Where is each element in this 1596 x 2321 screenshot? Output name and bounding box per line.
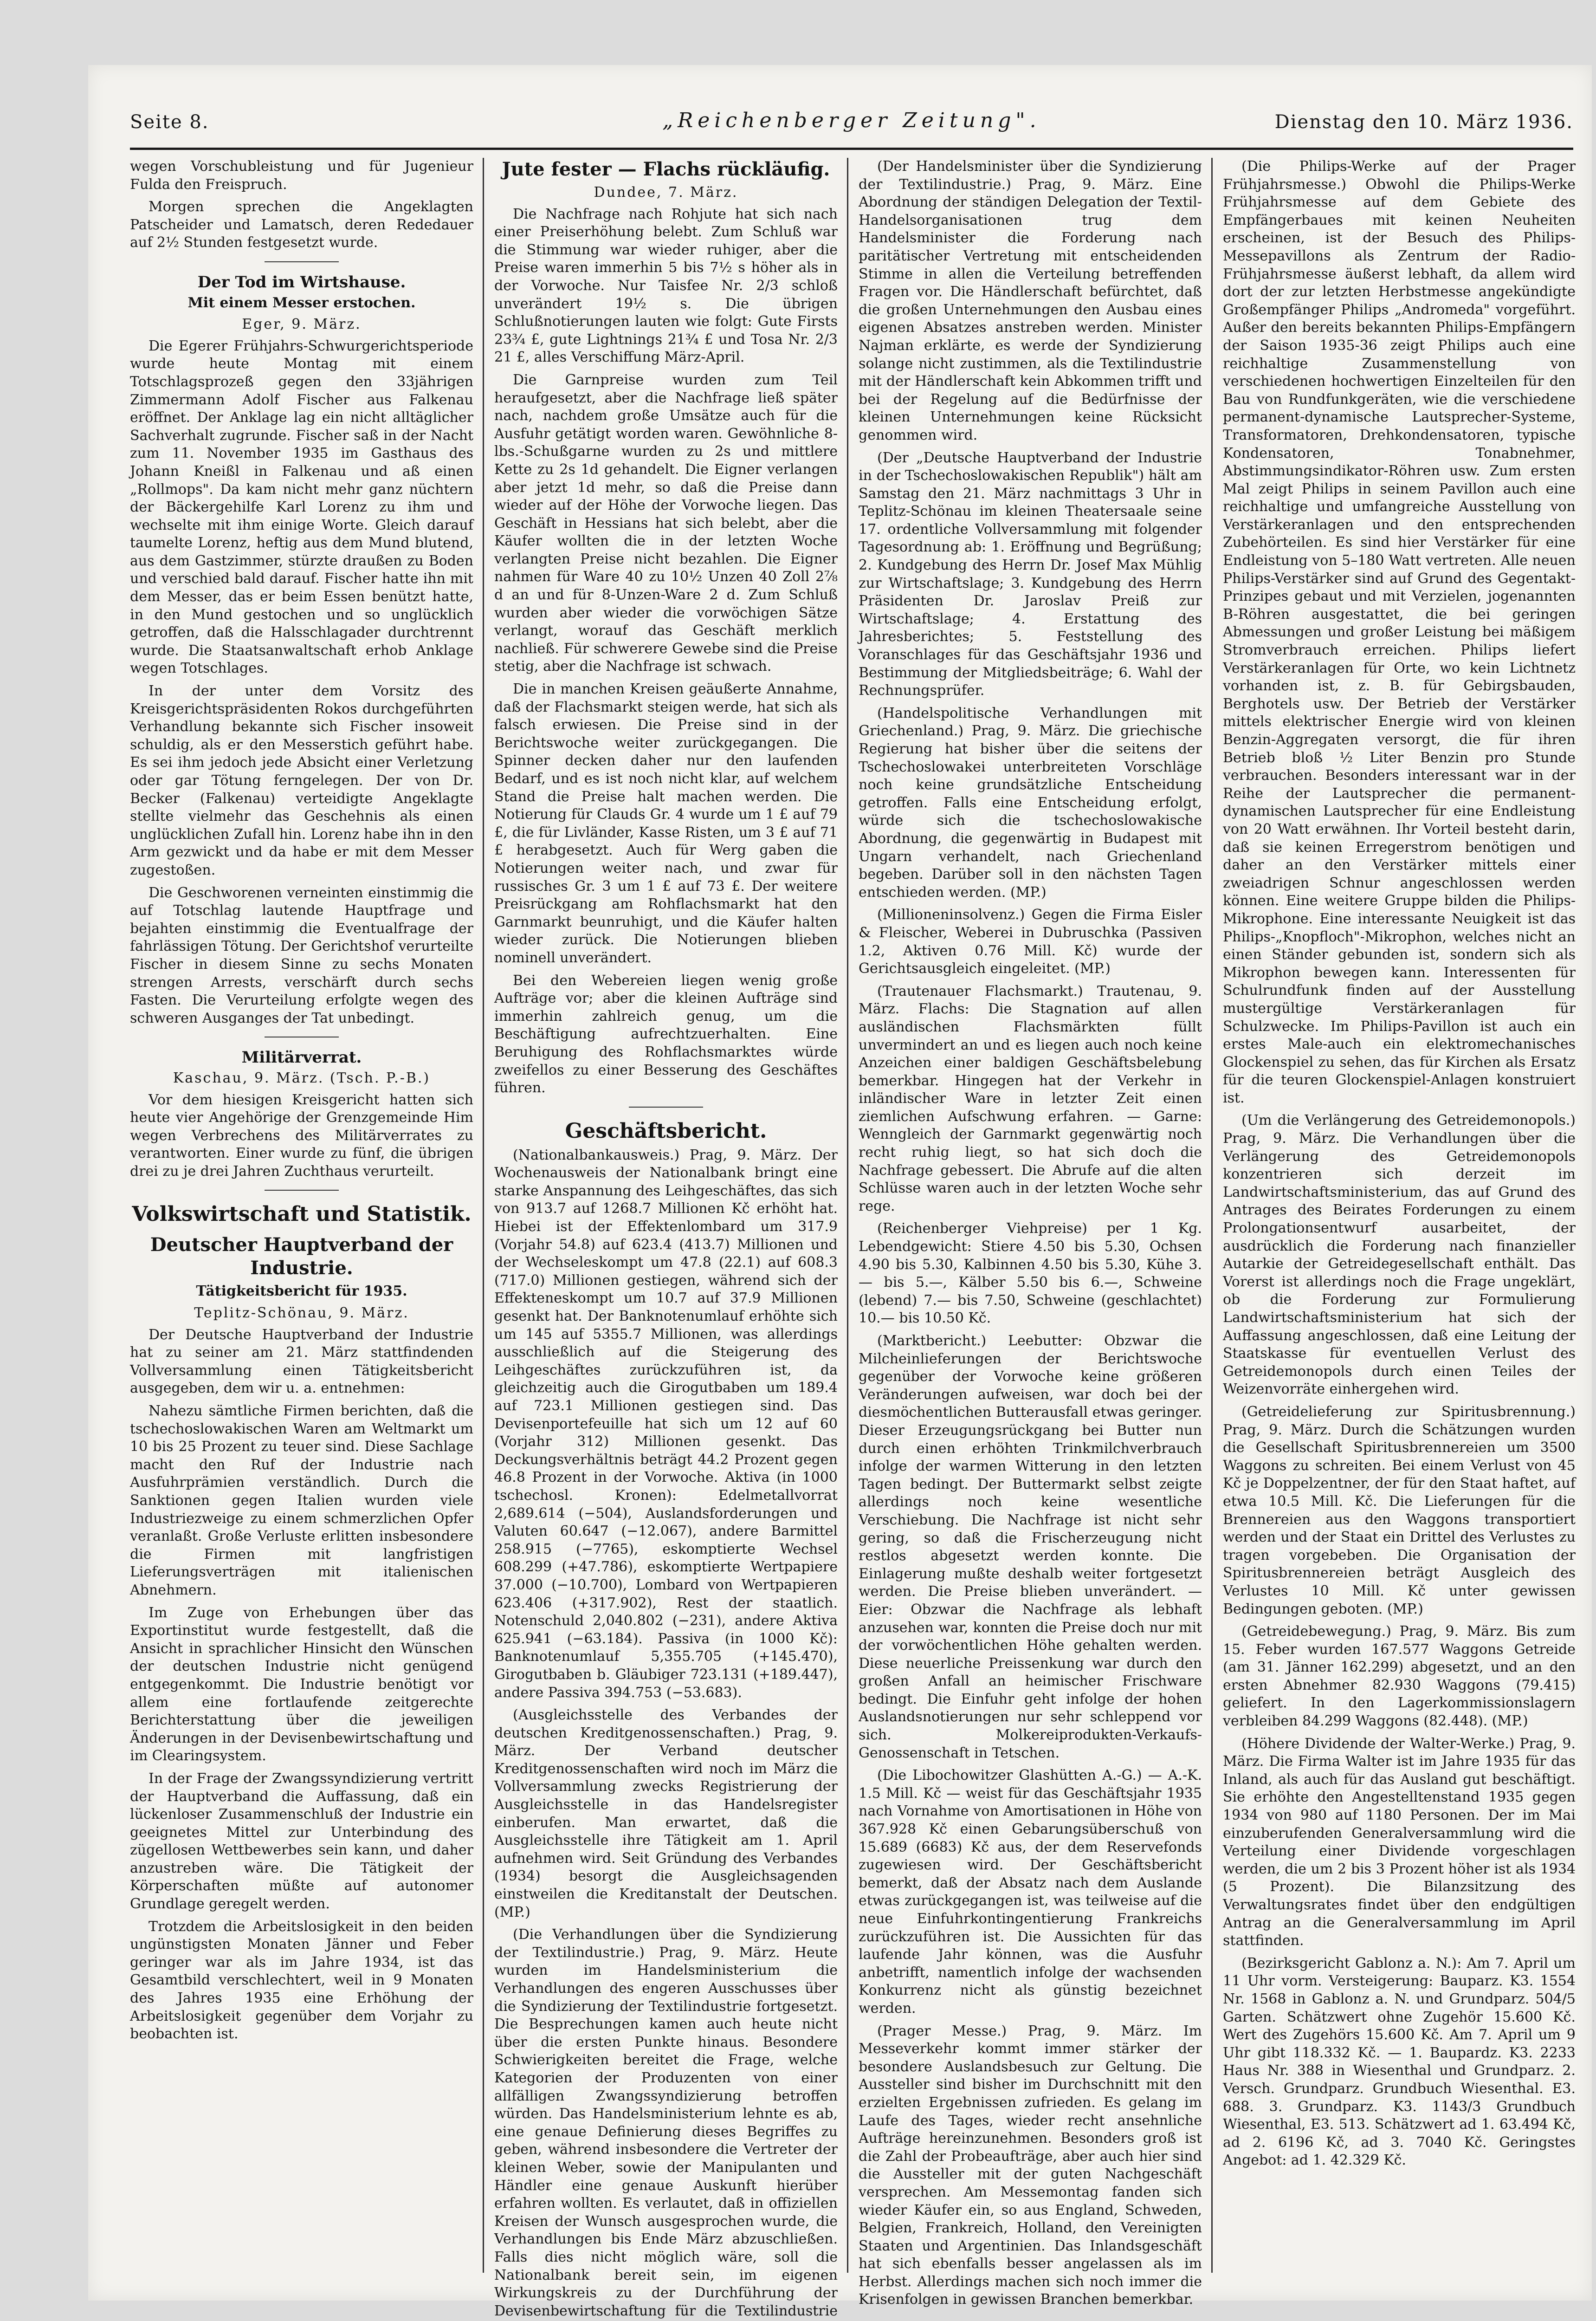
- divider: [265, 261, 339, 262]
- paragraph: (Trautenauer Flachsmarkt.) Trautenau, 9. März. Flachs: Die Stagnation auf allen ausländischen Flachsmärkten füllt unvermindert an und es liegen auch noch keine Anzeichen einer baldigen Geschäftsbelebung bemerkbar. Hingegen hat der Verkehr in inländischer Ware in letzter Zeit einen ziemlichen Aufschwung erfahren. — Garne: Wenngleich der Garnmarkt gegenwärtig noch recht ruhig liegt, so hat sich doch die Nachfrage gebessert. Die Abrufe auf die alten Schlüsse waren auch in der letzten Woche sehr rege.: [859, 983, 1202, 1214]
- header-rule: [130, 148, 1573, 150]
- newspaper-title: „Reichenberger Zeitung".: [662, 109, 1041, 132]
- column-separator: [483, 158, 484, 2273]
- paragraph: Nahezu sämtliche Firmen berichten, daß die tschechoslowakischen Waren am Weltmarkt um 10 bis 25 Prozent zu teuer sind. Diese Sachlage macht den Ruf der Industrie nach Ausfuhrprämien verständlich. Durch die Sanktionen gegen Italien wurden viele Industriezweige zu einem schmerzlichen Opfer veranlaßt. Große Verluste erlitten insbesondere die Firmen mit langfristigen Lieferungsverträgen mit italienischen Abnehmern.: [130, 1403, 473, 1598]
- paragraph: Der Deutsche Hauptverband der Industrie hat zu seiner am 21. März stattfindenden Vollversammlung einen Tätigkeitsbericht ausgegeben, dem wir u. a. entnehmen:: [130, 1326, 473, 1397]
- paragraph: (Die Libochowitzer Glashütten A.-G.) — A.-K. 1.5 Mill. Kč — weist für das Geschäftsjahr 1935 nach Vornahme von Amortisationen in Höhe von 367.928 Kč einen Gebarungsüberschuß von 15.689 (6683) Kč aus, der dem Reservefonds zugewiesen wird. Der Geschäftsbericht bemerkt, daß der Absatz nach dem Auslande etwas zurückgegangen ist, was teilweise auf die neue Einfuhrkontingentierung Frankreichs zurückzuführen ist. Die Aussichten für das laufende Jahr können, was die Ausfuhr anbetrifft, namentlich infolge der wachsenden Konkurrenz nicht als günstig bezeichnet werden.: [859, 1767, 1202, 2016]
- paragraph: Vor dem hiesigen Kreisgericht hatten sich heute vier Angehörige der Grenzgemeinde Him wegen Verbrechens des Militärverrates zu verantworten. Einer wurde zu fünf, die übrigen drei zu je drei Jahren Zuchthaus verurteilt.: [130, 1091, 473, 1180]
- paragraph: Bei den Webereien liegen wenig große Aufträge vor; aber die kleinen Aufträge sind immerhin zahlreich genug, um die Beschäftigung aufrechtzuerhalten. Eine Beruhigung des Rohflachsmarktes würde zweifellos zu einer Besserung des Geschäftes führen.: [494, 972, 838, 1096]
- page-number: Seite 8.: [130, 111, 209, 133]
- article-heading: Militärverrat.: [241, 1048, 362, 1067]
- paragraph: wegen Vorschubleistung und für Jugenieur Fulda den Freispruch.: [130, 158, 473, 193]
- column-separator: [847, 158, 848, 2273]
- paragraph: Trotzdem die Arbeitslosigkeit in den beiden ungünstigsten Monaten Jänner und Feber geringer war als im Jahre 1934, ist das Gesamtbild verschlechtert, weil in 9 Monaten des Jahres 1935 eine Erhöhung der Arbeitslosigkeit gegenüber dem Vorjahr zu beobachten ist.: [130, 1918, 473, 2042]
- paragraph: Im Zuge von Erhebungen über das Exportinstitut wurde festgestellt, daß die Ansicht in sprachlicher Hinsicht den Wünschen der deutschen Industrie nicht genügend entgegenkommt. Die Industrie benötigt vor allem eine fortlaufende zeitgerechte Berichterstattung über die jeweiligen Änderungen in der Devisenbewirtschaftung und im Clearingsystem.: [130, 1604, 473, 1764]
- paragraph: (Die Verhandlungen über die Syndizierung der Textilindustrie.) Prag, 9. März. Heute wurden im Handelsministerium die Verhandlungen des engeren Ausschusses über die Syndizierung der Textilindustrie fortgesetzt. Die Besprechungen kamen auch heute nicht über die ersten Punkte hinaus. Besondere Schwierigkeiten bereitet die Frage, welche Kategorien der Produzenten von einer allfälligen Zwangssyndizierung betroffen würden. Das Handelsministerium lehnte es ab, eine genaue Definierung dieses Begriffes zu geben, während insbesondere die Vertreter der kleinen Weber, sowie der Manipulanten und Händler eine genaue Auskunft hierüber erfahren wollten. Es verlautet, daß in offiziellen Kreisen der Wunsch ausgesprochen wurde, die Verhandlungen bis Ende März abzuschließen. Falls dies nicht möglich wäre, soll die Nationalbank bereit sein, im eigenen Wirkungskreis zu der Durchführung der Devisenbewirtschaftung für die Textilindustrie: [494, 1926, 838, 2319]
- divider: [629, 1107, 703, 1108]
- section-heading: Volkswirtschaft und Statistik.: [132, 1202, 472, 1226]
- column-3: [859, 158, 1202, 2308]
- paragraph: Morgen sprechen die Angeklagten Patscheider und Lamatsch, deren Rededauer auf 2½ Stunden festgesetzt wurde.: [130, 199, 473, 251]
- paragraph: (Der „Deutsche Hauptverband der Industrie in der Tschechoslowakischen Republik") hält am Samstag den 21. März nachmittags 3 Uhr in Teplitz-Schönau im kleinen Theatersaale seine 17. ordentliche Vollversammlung mit folgender Tagesordnung ab: 1. Eröffnung und Begrüßung; 2. Kundgebung des Herrn Dr. Josef Max Mühlig zur Wirtschaftslage; 3. Kundgebung des Herrn Präsidenten Dr. Jaroslav Preiß zur Wirtschaftslage; 4. Erstattung des Jahresberichtes; 5. Feststellung des Voranschlages für das Geschäftsjahr 1936 und Bestimmung der Mitgliedsbeiträge; 6. Wahl der Rechnungsprüfer.: [859, 449, 1202, 699]
- paragraph: In der unter dem Vorsitz des Kreisgerichtspräsidenten Rokos durchgeführten Verhandlung bekannte sich Fischer insoweit schuldig, als er den Messerstich geführt habe. Es sei ihm jedoch jede Absicht einer Verletzung oder gar Tötung ferngelegen. Der von Dr. Becker (Falkenau) verteidigte Angeklagte stellte vielmehr das Geschehnis als einen unglücklichen Zufall hin. Lorenz habe ihn in den Arm gezwickt und da habe er mit dem Messer zugestoßen.: [130, 683, 473, 878]
- paragraph: Die Garnpreise wurden zum Teil heraufgesetzt, aber die Nachfrage ließ später nach, nachdem große Umsätze auch für die Ausfuhr getätigt worden waren. Gewöhnliche 8-lbs.-Schußgarne wurden zu 2s und mittlere Kette zu 2s 1d gehandelt. Die Eigner verlangen aber jetzt 1d mehr, so daß die Preise dann wieder auf der Höhe der Vorwoche liegen. Das Geschäft in Hessians hat sich belebt, aber die Käufer wollten die in der letzten Woche verlangten Preise nicht bezahlen. Die Eigner nahmen für Ware 40 zu 10½ Unzen 40 Zoll 2⅞ d an und für 8-Unzen-Ware 2 d. Zum Schluß wurden aber wieder die vorwöchigen Sätze verlangt, worauf das Geschäft merklich nachließ. Für schwerere Gewebe sind die Preise stetig, aber die Nachfrage ist schwach.: [494, 371, 838, 675]
- column-4: [1223, 158, 1576, 2273]
- article-heading: Der Tod im Wirtshause.: [197, 272, 406, 292]
- newspaper-page: [88, 65, 1592, 2319]
- article-subheading: Mit einem Messer erstochen.: [187, 294, 416, 311]
- paragraph: (Prager Messe.) Prag, 9. März. Im Messeverkehr kommt immer stärker der besondere Auslandsbesuch zur Geltung. Die Aussteller sind bisher im Durchschnitt mit den erzielten Ergebnissen zufrieden. Es gelang im Laufe des Tages, wieder recht ansehnliche Aufträge hereinzunehmen. Besonders groß ist die Zahl der Probeaufträge, aber auch hier sind die Aussteller mit der guten Nachgeschäft versprechen. Am Messemontag fanden sich wieder Käufer ein, so aus England, Schweden, Belgien, Frankreich, Holland, den Vereinigten Staaten und Argentinien. Das Inlandsgeschäft hat sich ebenfalls besser angelassen als im Herbst. Allerdings machen sich noch immer die Krisenfolgen in gewissen Branchen bemerkbar.: [859, 2023, 1202, 2308]
- paragraph: (Handelspolitische Verhandlungen mit Griechenland.) Prag, 9. März. Die griechische Regierung hat bisher über die seitens der Tschechoslowakei unterbreiteten Vorschläge noch keine grundsätzliche Entscheidung getroffen. Falls eine Entscheidung erfolgt, würde sich die tschechoslowakische Abordnung, die gegenwärtig in Budapest mit Ungarn verhandelt, nach Griechenland begeben. Darüber soll in den nächsten Tagen entschieden werden. (MP.): [859, 705, 1202, 901]
- paragraph: Die Egerer Frühjahrs-Schwurgerichtsperiode wurde heute Montag mit einem Totschlagsprozeß gegen den 33jährigen Zimmermann Adolf Fischer aus Falkenau eröffnet. Der Anklage lag ein nicht alltäglicher Sachverhalt zugrunde. Fischer saß in der Nacht zum 11. November 1935 im Gasthaus des Johann Kneißl in Falkenau und aß einen „Rollmops". Da kam nicht mehr ganz nüchtern der Bäckergehilfe Karl Lorenz zu ihm und wechselte mit ihm einige Worte. Gleich darauf taumelte Lorenz, heftig aus dem Mund blutend, aus dem Gastzimmer, stürzte draußen zu Boden und verschied bald darauf. Fischer hatte ihn mit dem Messer, das er beim Essen benützt hatte, in den Mund gestochen und so unglücklich getroffen, daß die Halsschlagader durchtrennt wurde. Die Staatsanwaltschaft erhob Anklage wegen Totschlages.: [130, 337, 473, 677]
- dateline: Dundee, 7. März.: [594, 184, 738, 201]
- article-subheading: Tätigkeitsbericht für 1935.: [196, 1283, 407, 1300]
- divider: [265, 1190, 339, 1191]
- paragraph: Die in manchen Kreisen geäußerte Annahme, daß der Flachsmarkt steigen werde, hat sich als falsch erwiesen. Die Preise sind in der Berichtswoche weiter zurückgegangen. Die Spinner decken daher nur den laufenden Bedarf, und es ist noch nicht klar, auf welchem Stand die Preise halt machen werden. Die Notierung für Clauds Gr. 4 wurde um 1 £ auf 79 £, die für Livländer, Kasse Risten, um 3 £ auf 71 £ herabgesetzt. Auch für Werg gaben die Notierungen weiter nach, und zwar für russisches Gr. 3 um 1 £ auf 73 £. Der weitere Preisrückgang am Rohflachsmarkt hat den Garnmarkt beunruhigt, und die Käufer halten wieder zurück. Die Notierungen blieben nominell unverändert.: [494, 681, 838, 966]
- paragraph: (Marktbericht.) Leebutter: Obzwar die Milcheinlieferungen der Berichtswoche gegenüber der Vorwoche keine größeren Veränderungen aufweisen, war doch bei der diesmöchentlichen Butterausfall etwas geringer. Dieser Erzeugungsrückgang bei Butter nun durch einen erhöhten Trinkmilchverbrauch infolge der warmen Witterung in den letzten Tagen bedingt. Der Buttermarkt selbst zeigte allerdings noch keine wesentliche Verschiebung. Die Nachfrage ist nicht sehr gering, so daß die Frischerzeugung nicht restlos abgesetzt werden konnte. Die Einlagerung mußte deshalb weiter fortgesetzt werden. Die Preise blieben unverändert. — Eier: Obzwar die Nachfrage als lebhaft anzusehen war, konnten die Preise doch nur mit der vorwöchentlichen Höhe gehalten werden. Diese neuerliche Preissenkung war durch den großen Anfall an heimischer Frischware bedingt. Die Einfuhr geht infolge der hohen Auslandsnotierungen nur sehr schleppend vor sich. Molkereiprodukten-Verkaufs-Genossenschaft in Tetschen.: [859, 1333, 1202, 1761]
- paragraph: In der Frage der Zwangssyndizierung vertritt der Hauptverband die Auffassung, daß ein lückenloser Zusammenschluß der Industrie ein geeignetes Mittel zur Unterbindung des zügellosen Wettbewerbes sein kann, und daher anzustreben wäre. Die Tätigkeit der Körperschaften müßte auf autonomer Grundlage geregelt werden.: [130, 1770, 473, 1913]
- paragraph: (Höhere Dividende der Walter-Werke.) Prag, 9. März. Die Firma Walter ist im Jahre 1935 für das Inland, als auch für das Ausland gut beschäftigt. Sie erhöhte den Angestelltenstand 1935 gegen 1934 von 980 auf 1180 Personen. Der im Mai einzuberufenden Generalversammlung wird die Verteilung einer Dividende vorgeschlagen werden, die um 2 bis 3 Prozent höher ist als 1934 (5 Prozent). Die Bilanzsitzung des Verwaltungsrates findet über den endgültigen Antrag an die Generalversammlung im April stattfinden.: [1223, 1735, 1576, 1949]
- paragraph: Die Geschworenen verneinten einstimmig die auf Totschlag lautende Hauptfrage und bejahten einstimmig die Eventualfrage der fahrlässigen Tötung. Der Gerichtshof verurteilte Fischer in diesem Sinne zu sechs Monaten strengen Arrests, verschärft durch sechs Fasten. Die Verurteilung erfolgte wegen des schweren Ausganges der Tat unbedingt.: [130, 884, 473, 1026]
- dateline: Teplitz-Schönau, 9. März.: [194, 1305, 409, 1322]
- article-heading: Jute fester — Flachs rückläufig.: [502, 158, 830, 180]
- paragraph: (Die Philips-Werke auf der Prager Frühjahrsmesse.) Obwohl die Philips-Werke Frühjahrsmesse auf dem Gebiete des Empfängerbaues mit keinen Neuheiten erscheinen, ist der Besuch des Philips-Messepavillons als Zentrum der Radio-Frühjahrsmesse äußerst lebhaft, da allem wird dort der zur letzten Herbstmesse angekündigte Großempfänger Philips „Andromeda" vorgeführt. Außer den bereits bekannten Philips-Empfängern der Saison 1935-36 zeigt Philips auch eine reichhaltige Zusammenstellung von verschiedenen hochwertigen Einzelteilen für den Bau von Rundfunkgeräten, wie die verschiedene permanent-dynamische Lautsprecher-Systeme, Transformatoren, Drehkondensatoren, typische Kondensatoren, Tonabnehmer, Abstimmungsindikator-Röhren usw. Zum ersten Mal zeigt Philips in seinem Pavillon auch eine reichhaltige und umfangreiche Ausstellung von Verstärkeranlagen und den entsprechenden Zubehörteilen. Es sind hier Verstärker für eine Endleistung von 5–180 Watt vertreten. Alle neuen Philips-Verstärker sind auf Grund des Gegentakt-Prinzipes gebaut und mit Verzielen, jogenannten B-Röhren ausgestattet, die bei geringen Abmessungen und großer Leistung bei mäßigem Stromverbrauch erreichen. Philips liefert Verstärkeranlagen für Orte, wo kein Lichtnetz vorhanden ist, z. B. für Gebirgsbauden, Berghotels usw. Der Betrieb der Verstärker mittels elektrischer Energie wird von kleinen Benzin-Aggregaten versorgt, die für ihren Betrieb bloß ½ Liter Benzin pro Stunde verbrauchen. Besonders interessant war in der Reihe der Lautsprecher die permanent-dynamischen Lautsprecher für eine Endleistung von 20 Watt erwähnen. Ihr Vorteil besteht darin, daß sie keinen Erregerstrom benötigen und daher an den Verstärker mittels einer zweiadrigen Schnur angeschlossen werden können. Eine weitere Gruppe bilden die Philips-Mikrophone. Eine interessante Neuigkeit ist das Philips-„Knopfloch"-Mikrophon, welches nicht an einen Ständer gebunden ist, sondern sich als Mikrophon bewegen kann. Interessenten für Schulrundfunk finden auf der Ausstellung mustergültige Verstärkeranlagen für Schulzwecke. Im Philips-Pavillon ist auch ein erstes Male-auch ein elektromechanisches Glockenspiel zu sehen, das für Kirchen als Ersatz für die teuren Glockenspiel-Anlagen konstruiert ist.: [1223, 158, 1576, 1106]
- column-2: [494, 158, 838, 2319]
- paragraph: Die Nachfrage nach Rohjute hat sich nach einer Preiserhöhung belebt. Zum Schluß war die Stimmung war wieder ruhiger, aber die Preise waren immerhin 5 bis 7½ s höher als in der Vorwoche. Nur Taisfee Nr. 2/3 schloß unverändert 19½ s. Die übrigen Schlußnotierungen lauten wie folgt: Gute Firsts 23¾ £, gute Lightnings 21¾ £ und Tosa Nr. 2/3 21 £, alles Verschiffung März-April.: [494, 206, 838, 366]
- column-separator: [1211, 158, 1213, 2273]
- paragraph: (Getreidebewegung.) Prag, 9. März. Bis zum 15. Feber wurden 167.577 Waggons Getreide (am 31. Jänner 162.299) abgesetzt, und an den ersten Abnehmer 82.930 Waggons (79.415) geliefert. In den Lagerkommissionslagern verbleiben 84.299 Waggons (82.448). (MP.): [1223, 1623, 1576, 1730]
- paragraph: (Um die Verlängerung des Getreidemonopols.) Prag, 9. März. Die Verhandlungen über die Verlängerung des Getreidemonopols konzentrieren sich derzeit im Landwirtschaftsministerium, das auf Grund des Antrages des Beirates Forderungen zu einem Prolongationsentwurf ausarbeitet, der ausdrücklich die Forderung nach finanzieller Autarkie der Getreidegesellschaft enthält. Das Vorerst ist allerdings noch die Frage ungeklärt, ob die Forderung zur Formulierung Landwirtschaftsministerium hat sich der Auffassung angeschlossen, daß eine Leitung der Staatskasse für eventuellen Verlust des Getreidemonopols durch einen Teiles der Weizenvorräte einhergehen wird.: [1223, 1112, 1576, 1398]
- paragraph: (Der Handelsminister über die Syndizierung der Textilindustrie.) Prag, 9. März. Eine Abordnung der ständigen Delegation der Textil-Handelsorganisationen trug dem Handelsminister die Forderung nach paritätischer Vertretung mit entscheidenden Stimme in allen die Verteilung betreffenden Fragen vor. Die Händlerschaft befürchtet, daß die großen Unternehmungen den Ausbau eines eigenen Absatzes anstreben werden. Minister Najman erklärte, es werde der Syndizierung solange nicht zustimmen, als die Textilindustrie mit der Händlerschaft kein Abkommen trifft und bei der Regelung auf die Bedürfnisse der kleinen Unternehmungen keine Rücksicht genommen wird.: [859, 158, 1202, 443]
- paragraph: (Getreidelieferung zur Spiritusbrennung.) Prag, 9. März. Durch die Schätzungen wurden die Gesellschaft Spiritusbrennereien um 3500 Waggons zu schreiten. Bei einem Verlust von 45 Kč je Doppelzentner, der für den Staat haftet, auf etwa 10.5 Mill. Kč. Die Lieferungen für die Brennereien aus den Waggons transportiert werden und der Staat ein Drittel des Verlustes zu tragen vorgebeben. Die Organisation der Spiritusbrennereien beträgt Ausgleich des Verlustes 10 Mill. Kč unter gewissen Bedingungen geboten. (MP.): [1223, 1403, 1576, 1617]
- column-1: [130, 158, 473, 2273]
- paragraph: (Ausgleichsstelle des Verbandes der deutschen Kreditgenossenschaften.) Prag, 9. März. Der Verband deutscher Kreditgenossenschaften wird noch im März die Vollversammlung zwecks Registrierung der Ausgleichsstelle in das Handelsregister einberufen. Man erwartet, daß die Ausgleichsstelle ihre Tätigkeit am 1. April aufnehmen wird. Seit Gründung des Verbandes (1934) besorgt die Ausgleichsagenden einstweilen die Kreditanstalt der Deutschen. (MP.): [494, 1707, 838, 1920]
- dateline: Kaschau, 9. März. (Tsch. P.-B.): [173, 1070, 431, 1086]
- paragraph: (Nationalbankausweis.) Prag, 9. März. Der Wochenausweis der Nationalbank bringt eine starke Anspannung des Leihgeschäftes, das sich von 913.7 auf 1268.7 Millionen Kč erhöht hat. Hiebei ist der Effektenlombard um 317.9 (Vorjahr 54.8) auf 623.4 (413.7) Millionen und der Wechseleskompt um 47.8 (22.1) auf 608.3 (717.0) Millionen gestiegen, während sich der Effekteneskompt um 10.7 auf 37.9 Millionen gesenkt hat. Der Banknotenumlauf erhöhte sich um 145 auf 5355.7 Millionen, was allerdings ausschließlich auf die Steigerung des Leihgeschäftes zurückzuführen ist, da gleichzeitig auch die Girogutbaben um 189.4 auf 723.1 Millionen gestiegen sind. Das Devisenportefeuille hat sich um 12 auf 60 (Vorjahr 312) Millionen gesenkt. Das Deckungsverhältnis beträgt 44.2 Prozent gegen 46.8 Prozent in der Vorwoche. Aktiva (in 1000 tschechosl. Kronen): Edelmetallvorrat 2,689.614 (−504), Auslandsforderungen und Valuten 60.647 (−12.067), andere Barmittel 258.915 (−7765), eskomptierte Wechsel 608.299 (+47.786), eskomptierte Wertpapiere 37.000 (−10.700), Lombard von Wertpapieren 623.406 (+317.902), Rest der staatlich. Notenschuld 2,040.802 (−231), andere Aktiva 625.941 (−63.184). Passiva (in 1000 Kč): Banknotenumlauf 5,355.705 (+145.470), Girogutbaben b. Gläubiger 723.131 (+189.447), andere Passiva 394.753 (−53.683).: [494, 1147, 838, 1701]
- paragraph: (Millioneninsolvenz.) Gegen die Firma Eisler & Fleischer, Weberei in Dubruschka (Passiven 1.2, Aktiven 0.76 Mill. Kč) wurde der Gerichtsausgleich eingeleitet. (MP.): [859, 907, 1202, 977]
- article-heading: Deutscher Hauptverband der Industrie.: [150, 1234, 453, 1279]
- paragraph: (Bezirksgericht Gablonz a. N.): Am 7. April um 11 Uhr vorm. Versteigerung: Bauparz. K3. 1554 Nr. 1568 in Gablonz a. N. und Grundparz. 504/5 Garten. Schätzwert ohne Zugehör 15.600 Kč. Wert des Zugehörs 15.600 Kč. Am 7. April um 9 Uhr gibt 118.332 Kč. — 1. Baupardz. K3. 2233 Haus Nr. 388 in Wiesenthal und Grundparz. 2. Versch. Grundparz. Grundbuch Wiesenthal. E3. 688. 3. Grundparz. K3. 1143/3 Grundbuch Wiesenthal, E3. 513. Schätzwert ad 1. 63.494 Kč, ad 2. 6196 Kč, ad 3. 7040 Kč. Geringstes Angebot: ad 1. 42.329 Kč.: [1223, 1955, 1576, 2169]
- dateline: Eger, 9. März.: [242, 316, 362, 333]
- section-heading: Geschäftsbericht.: [565, 1119, 767, 1143]
- paragraph: (Reichenberger Viehpreise) per 1 Kg. Lebendgewicht: Stiere 4.50 bis 5.30, Ochsen 4.90 bis 5.30, Kalbinnen 4.50 bis 5.30, Kühe 3.— bis 5.—, Kälber 5.50 bis 6.—, Schweine (lebend) 7.— bis 7.50, Schweine (geschlachtet) 10.— bis 10.50 Kč.: [859, 1220, 1202, 1327]
- page-header: [130, 111, 1573, 144]
- issue-date: Dienstag den 10. März 1936.: [1274, 111, 1573, 133]
